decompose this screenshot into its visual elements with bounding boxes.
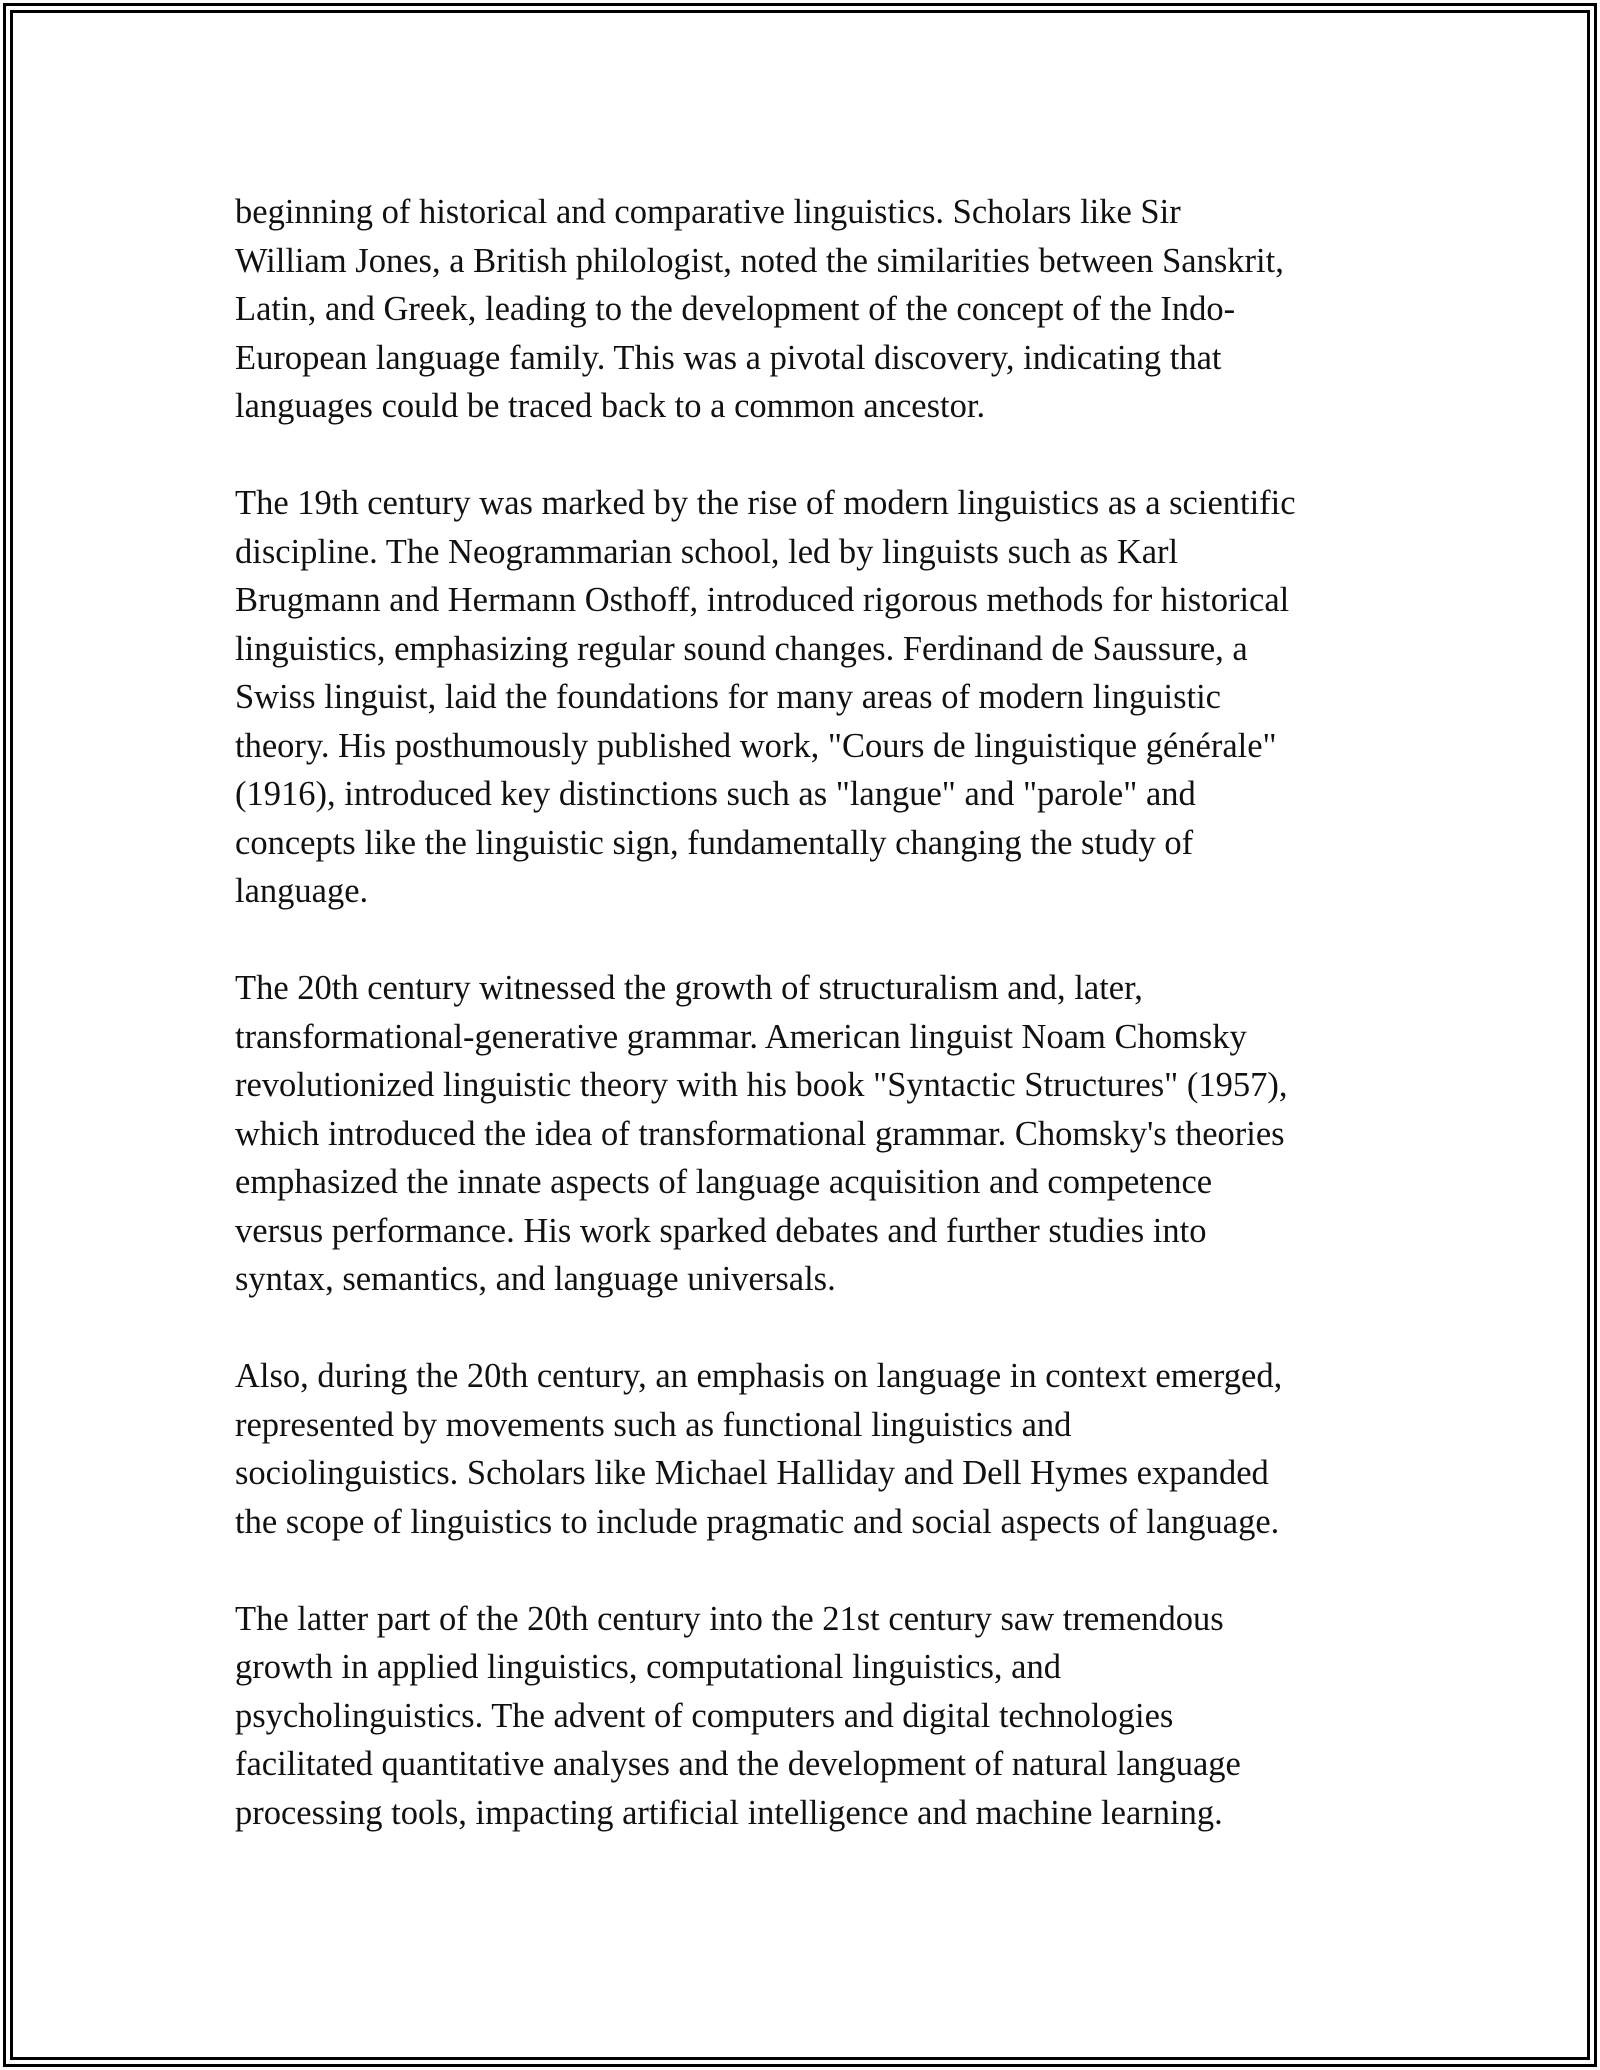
paragraph-19th-century: The 19th century was marked by the rise of modern linguistics as a scientific discipline. The Neogrammarian school, led by linguists such as Karl Brugmann and Hermann Osthoff, introduced rigorous methods for historical linguistics, emphasizing regular sound changes. Ferdinand de Saussure, a Swiss linguist, laid the foundations for many areas of modern linguistic theory. His posthumously published work, "Cours de linguistique générale" (1916), introduced key distinctions such as "langue" and "parole" and concepts like the linguistic sign, fundamentally changing the study of language.: [235, 484, 1296, 910]
paragraph-20th-century-structuralism: The 20th century witnessed the growth of structuralism and, later, transformational-generative grammar. American linguist Noam Chomsky revolutionized linguistic theory with his book "Syntactic Structures" (1957), which introduced the idea of transformational grammar. Chomsky's theories emphasized the innate aspects of language acquisition and competence versus performance. His work sparked debates and further studies into syntax, semantics, and language universals.: [235, 969, 1288, 1298]
document-body: [235, 188, 1370, 1837]
paragraph-21st-century: The latter part of the 20th century into the 21st century saw tremendous growth in applied linguistics, computational linguistics, and psycholinguistics. The advent of computers and digital technologies facilitated quantitative analyses and the development of natural language processing tools, impacting artificial intelligence and machine learning.: [235, 1599, 1241, 1832]
paragraph-historical-comparative: beginning of historical and comparative linguistics. Scholars like Sir William Jones, a British philologist, noted the similarities between Sanskrit, Latin, and Greek, leading to the development of the concept of the Indo- European language family. This was a pivotal discovery, indicating that languages could be traced back to a common ancestor.: [235, 193, 1284, 425]
paragraph-language-in-context: Also, during the 20th century, an emphasis on language in context emerged, represented by movements such as functional linguistics and sociolinguistics. Scholars like Michael Halliday and Dell Hymes expanded the scope of linguistics to include pragmatic and social aspects of language.: [235, 1357, 1283, 1541]
